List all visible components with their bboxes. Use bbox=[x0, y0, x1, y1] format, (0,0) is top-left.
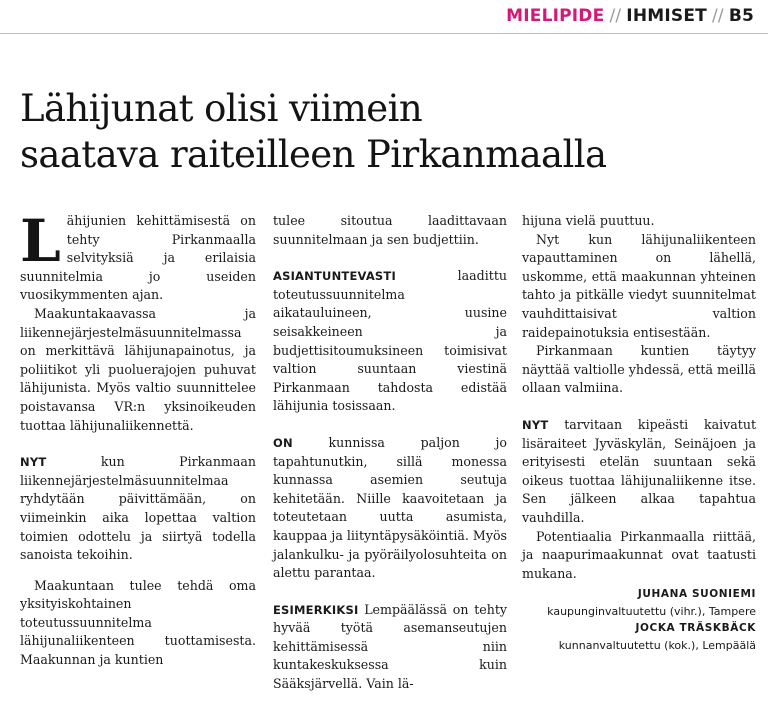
paragraph: Potentiaalia Pirkanmaalla riittää, ja naapurimaakunnat ovat taatusti mukana. bbox=[522, 528, 756, 581]
article-column-1 bbox=[20, 207, 256, 670]
paragraph: ASIANTUNTEVASTI laadittu toteutussuunnitelma aikatauluineen, uusine seisakkeineen ja budjettisitoumuksineen toimisivat valtion suuntaan viestinä Pirkanmaan tahdosta edistää lähijunia tosissaan. bbox=[273, 268, 507, 414]
paragraph: ESIMERKIKSI Lempäälässä on tehty hyvää työtä asemanseutujen kehittämisessä niin kuntakeskuksessa kuin Sääksjärvellä. Vain lä- bbox=[273, 601, 507, 692]
author-role: kaupunginvaltuutettu (vihr.), Tampere bbox=[547, 605, 756, 619]
lead-word: NYT bbox=[522, 417, 549, 432]
section-label: MIELIPIDE bbox=[506, 6, 605, 26]
signature-block bbox=[522, 586, 756, 654]
paragraph: tulee sitoutua laadittavaan suunnitelmaan ja sen budjettiin. bbox=[273, 213, 507, 247]
department-label: IHMISET bbox=[626, 6, 707, 26]
header-separator: // bbox=[609, 6, 622, 26]
header-separator: // bbox=[711, 6, 724, 26]
paragraph: hijuna vielä puuttuu. bbox=[522, 213, 655, 228]
lead-word: ESIMERKIKSI bbox=[273, 602, 359, 617]
lead-word: ON bbox=[273, 435, 293, 450]
paragraph: Nyt kun lähijunaliikenteen vapauttaminen on lähellä, uskomme, että maakunnan yhteinen tahto ja pitkälle viedyt suunnitelmat vauhdittaisivat valtion raidepainotuksia entisestään. bbox=[522, 231, 756, 340]
paragraph: Maakuntaan tulee tehdä oma yksityiskohtainen toteutussuunnitelma lähijunaliikenteen tuottamisesta. Maakunnan ja kuntien bbox=[20, 577, 256, 668]
headline-line-2: saatava raiteilleen Pirkanmaalla bbox=[20, 133, 607, 176]
page-header bbox=[506, 6, 754, 26]
paragraph: NYT tarvitaan kipeästi kaivatut lisäraiteet Jyväskylän, Seinäjoen ja erityisesti etelän suuntaan sekä oikeus tuottaa lähijunaliikenne itse. Sen jälkeen alkaa tapahtua vauhdilla. bbox=[522, 416, 756, 525]
paragraph: Lähijunien kehittämisestä on tehty Pirkanmaalla selvityksiä ja erilaisia suunnitelmia jo useiden vuosikymmenten ajan. bbox=[20, 207, 256, 303]
header-rule bbox=[0, 33, 768, 34]
author-name: JUHANA SUONIEMI bbox=[637, 588, 756, 601]
paragraph: Pirkanmaan kuntien täytyy näyttää valtiolle yhdessä, että meillä ollaan valmiina. bbox=[522, 343, 756, 396]
article-column-3 bbox=[522, 212, 756, 654]
lead-word: ASIANTUNTEVASTI bbox=[273, 269, 396, 284]
headline-line-1: Lähijunat olisi viimein bbox=[20, 87, 423, 130]
author-name: JOCKA TRÄSKBÄCK bbox=[635, 622, 756, 635]
lead-word: NYT bbox=[20, 455, 47, 470]
paragraph: Maakuntakaavassa ja liikennejärjestelmäsuunnitelmassa on merkittävä lähijunapainotus, ja poliitikot yli puoluerajojen puhuvat lähijunista. Myös valtio suunnittelee poistavansa VR:n yksinoikeuden tuottaa lähijunaliikennettä. bbox=[20, 305, 256, 433]
article-headline bbox=[20, 86, 606, 178]
paragraph: ON kunnissa paljon jo tapahtunutkin, sillä monessa kunnassa asemien seutuja kehitetään. Niille kaavoitetaan ja toteutetaan uutta asumista, kauppaa ja liityntäpysäköintiä. Myös jalankulku- ja pyöräilyolosuhteita on alettu parantaa. bbox=[273, 434, 507, 581]
author-role: kunnanvaltuutettu (kok.), Lempäälä bbox=[558, 639, 756, 653]
drop-cap: L bbox=[20, 207, 61, 275]
paragraph: NYT kun Pirkanmaan liikennejärjestelmäsuunnitelmaa ryhdytään päivittämään, on viimeinkin aika lopettaa valtion toimien odottelu ja siirtyä todella sanoista tekoihin. bbox=[20, 454, 256, 563]
article-column-2 bbox=[273, 212, 507, 694]
page-number: B5 bbox=[728, 6, 754, 26]
